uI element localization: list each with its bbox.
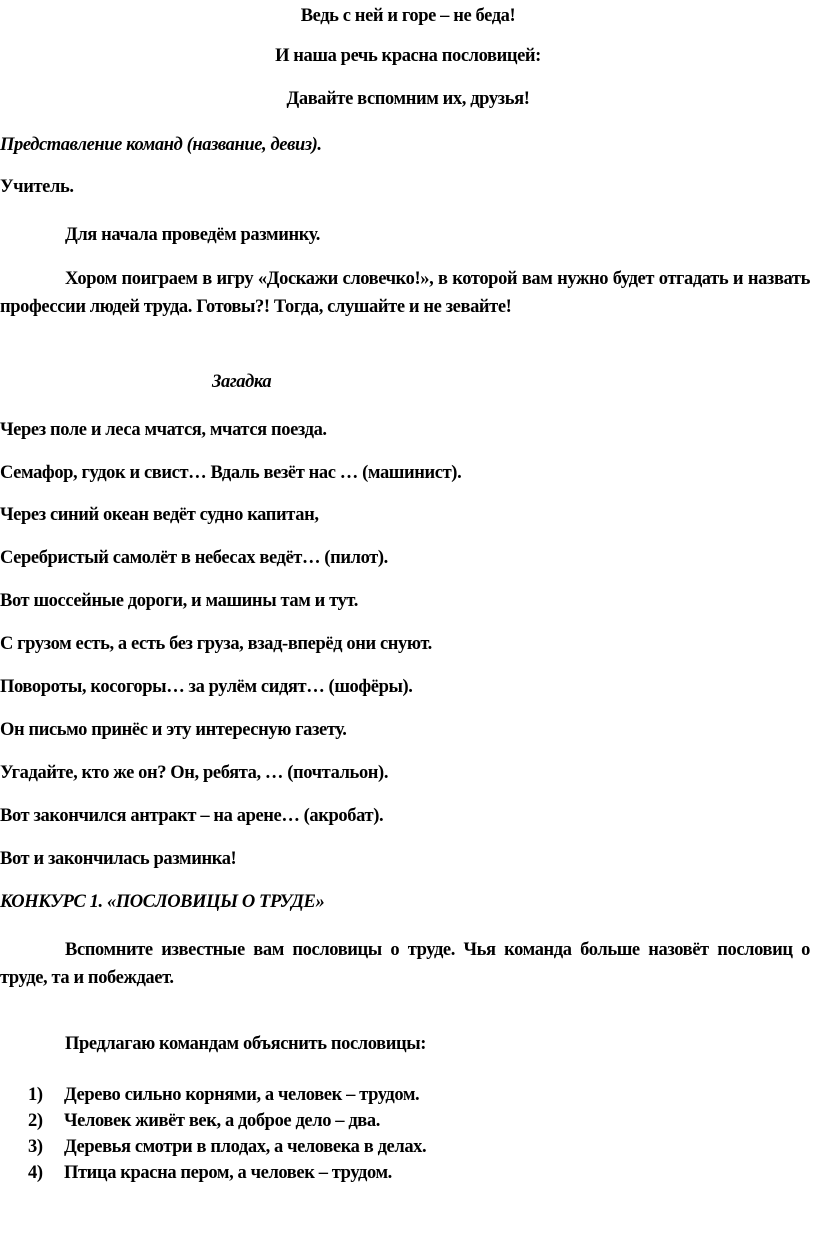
list-item xyxy=(0,1134,426,1160)
list-number: 3) xyxy=(28,1137,43,1157)
riddle-line: Угадайте, кто же он? Он, ребята, … (почтальон). xyxy=(0,763,389,783)
riddle-line: С грузом есть, а есть без груза, взад-вперёд они снуют. xyxy=(0,634,432,654)
proverbs-intro: Предлагаю командам объяснить пословицы: xyxy=(65,1034,427,1054)
riddle-line: Он письмо принёс и эту интересную газету. xyxy=(0,720,347,740)
riddle-line: Серебристый самолёт в небесах ведёт… (пилот). xyxy=(0,548,388,568)
proverbs-list xyxy=(0,1082,426,1186)
teacher-label: Учитель. xyxy=(0,177,74,197)
warmup-instructions: Хором поиграем в игру «Доскажи словечко!», в которой вам нужно будет отгадать и назвать профессии людей труда. Готовы?! Тогда, слушайте и не зевайте! xyxy=(0,269,810,317)
list-number: 1) xyxy=(28,1085,43,1105)
contest-title: КОНКУРС 1. «ПОСЛОВИЦЫ О ТРУДЕ» xyxy=(0,892,325,912)
riddle-line: Повороты, косогоры… за рулём сидят… (шофёры). xyxy=(0,677,413,697)
riddle-line: Через синий океан ведёт судно капитан, xyxy=(0,505,319,525)
list-number: 4) xyxy=(28,1163,43,1183)
warmup-intro: Для начала проведём разминку. xyxy=(65,225,320,245)
riddle-heading: Загадка xyxy=(212,372,272,392)
proverb-text: Дерево сильно корнями, а человек – трудом. xyxy=(64,1085,420,1105)
proverb-text: Деревья смотри в плодах, а человека в делах. xyxy=(64,1137,427,1157)
proverb-text: Человек живёт век, а доброе дело – два. xyxy=(64,1111,380,1131)
list-number: 2) xyxy=(28,1111,43,1131)
contest-instructions: Вспомните известные вам пословицы о труде. Чья команда больше назовёт пословиц о труде, та и побеждает. xyxy=(0,940,810,988)
proverb-text: Птица красна пером, а человек – трудом. xyxy=(64,1163,392,1183)
riddle-line: Семафор, гудок и свист… Вдаль везёт нас … (машинист). xyxy=(0,463,462,483)
teams-intro: Представление команд (название, девиз). xyxy=(0,135,322,155)
list-item xyxy=(0,1160,426,1186)
intro-line-3: Давайте вспомним их, друзья! xyxy=(286,89,530,109)
riddle-line: Вот закончился антракт – на арене… (акробат). xyxy=(0,806,384,826)
warmup-end: Вот и закончилась разминка! xyxy=(0,849,237,869)
riddle-line: Через поле и леса мчатся, мчатся поезда. xyxy=(0,420,327,440)
intro-line-2: И наша речь красна пословицей: xyxy=(275,46,541,66)
list-item xyxy=(0,1108,426,1134)
intro-line-1: Ведь с ней и горе – не беда! xyxy=(300,6,516,26)
list-item xyxy=(0,1082,426,1108)
riddle-line: Вот шоссейные дороги, и машины там и тут. xyxy=(0,591,358,611)
